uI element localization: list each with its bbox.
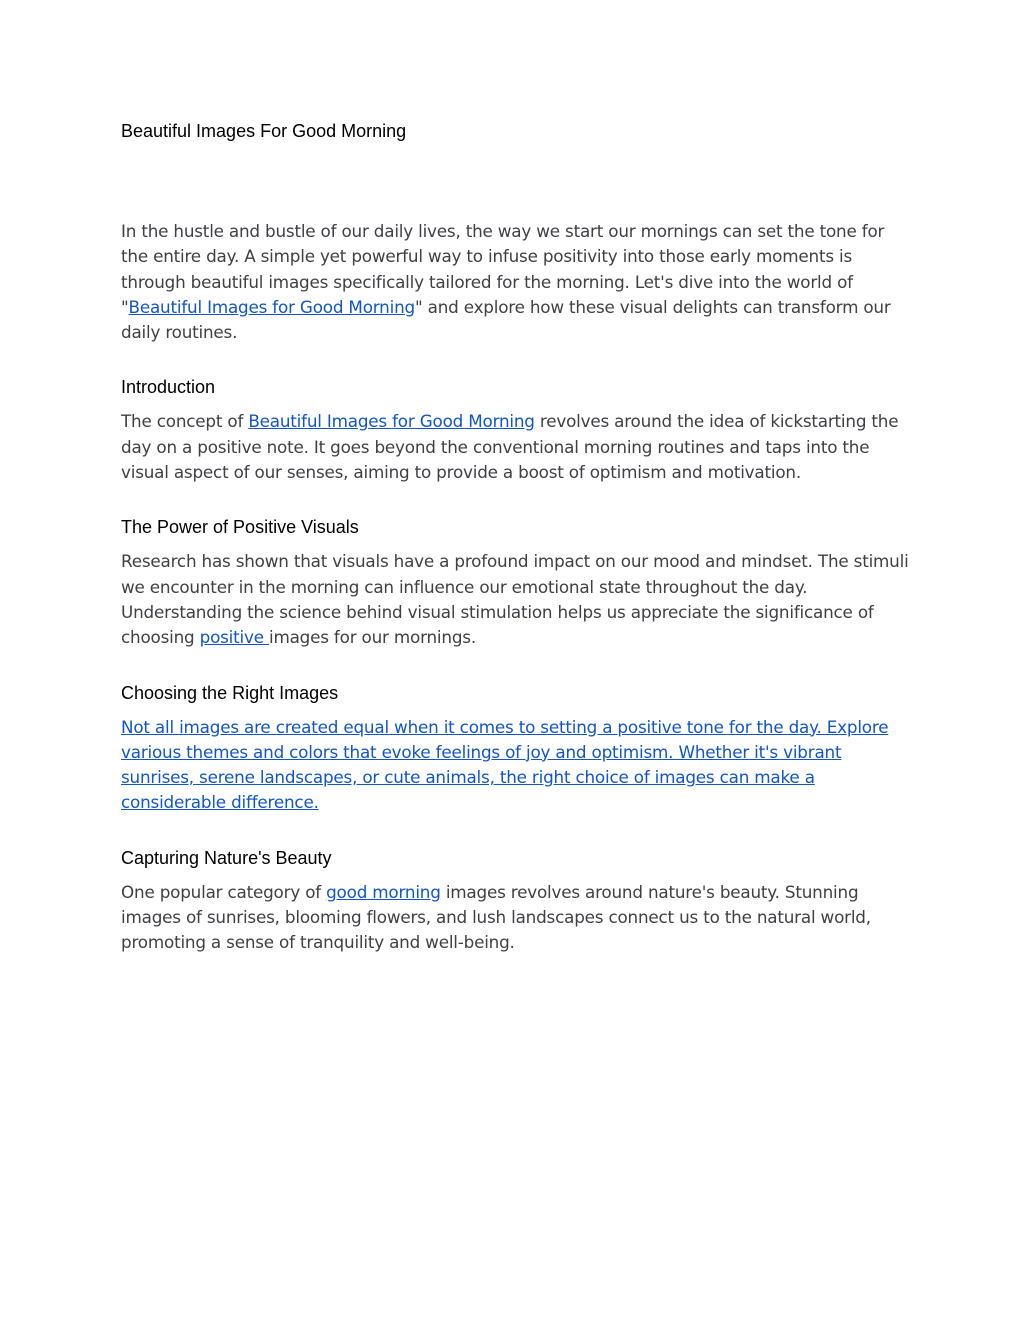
- section-heading-introduction: Introduction: [121, 377, 216, 398]
- document-title: Beautiful Images For Good Morning: [121, 121, 407, 141]
- introduction-text-start: The concept of: [121, 411, 249, 432]
- beautiful-images-link[interactable]: Beautiful Images for Good Morning: [128, 296, 415, 317]
- introduction-paragraph: [121, 409, 911, 485]
- positive-link[interactable]: positive: [199, 627, 269, 648]
- power-of-visuals-paragraph: [121, 549, 911, 650]
- choosing-images-paragraph: [121, 715, 911, 816]
- intro-text-end: " and explore how these visual delights can transform our daily routines.: [121, 296, 891, 343]
- section-heading-power-of-visuals: The Power of Positive Visuals: [121, 517, 359, 538]
- choosing-images-link[interactable]: Not all images are created equal when it comes to setting a positive tone for the day. Explore various themes and colors that evoke feelings of joy and optimism. Whether it's vibrant sunrises, serene landscapes, or cute animals, the right choice of images can make a considerable difference.: [121, 716, 889, 813]
- nature-text-start: One popular category of: [121, 881, 327, 902]
- power-text-start: Research has shown that visuals have a profound impact on our mood and mindset. The stimuli we encounter in the morning can influence our emotional state throughout the day. Understanding the science behind visual stimulation helps us appreciate the significance of choosing: [121, 551, 909, 648]
- section-heading-choosing-images: Choosing the Right Images: [121, 682, 339, 703]
- section-heading-nature-beauty: Capturing Nature's Beauty: [121, 847, 332, 868]
- power-text-end: images for our mornings.: [268, 627, 476, 648]
- nature-beauty-paragraph: [121, 880, 911, 956]
- good-morning-link[interactable]: good morning: [326, 881, 441, 902]
- nature-text-end: images revolves around nature's beauty. Stunning images of sunrises, blooming flowers, and lush landscapes connect us to the natural world, promoting a sense of tranquility and well-being.: [121, 881, 871, 953]
- intro-paragraph: [121, 219, 911, 345]
- introduction-text-end: revolves around the idea of kickstarting the day on a positive note. It goes beyond the conventional morning routines and taps into the visual aspect of our senses, aiming to provide a boost of optimism and motivation.: [121, 411, 899, 483]
- concept-link[interactable]: Beautiful Images for Good Morning: [248, 411, 535, 432]
- document-body: [121, 219, 911, 956]
- intro-text-start: In the hustle and bustle of our daily lives, the way we start our mornings can set the tone for the entire day. A simple yet powerful way to infuse positivity into those early moments is through beautiful images specifically tailored for the morning. Let's dive into the world of ": [121, 221, 885, 317]
